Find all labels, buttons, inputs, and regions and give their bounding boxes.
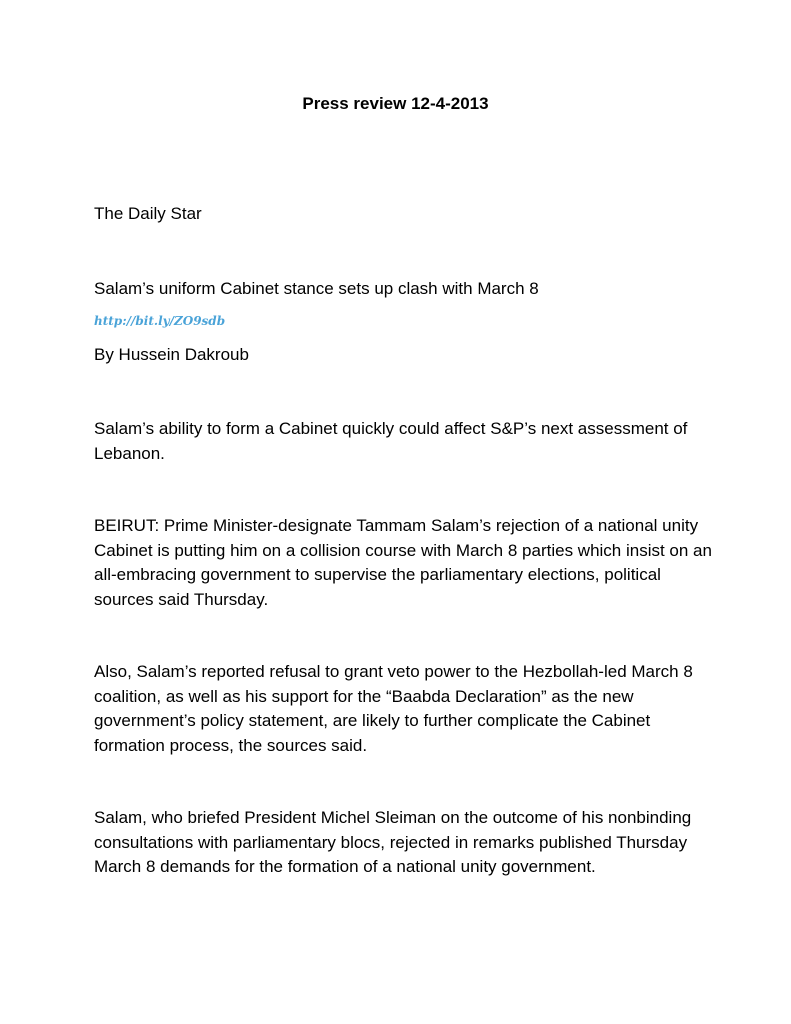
article-paragraph: BEIRUT: Prime Minister-designate Tammam Salam’s rejection of a national unity Cabinet is putting him on a collision course with March 8 parties which insist on an all-embracing government to supervise the parliamentary elections, political sources said Thursday. — [94, 516, 712, 609]
article-headline: Salam’s uniform Cabinet stance sets up clash with March 8 — [94, 279, 539, 298]
article-paragraph: Salam, who briefed President Michel Sleiman on the outcome of his nonbinding consultations with parliamentary blocs, rejected in remarks published Thursday March 8 demands for the formation of a national unity government. — [94, 808, 692, 876]
article-link[interactable]: http://bit.ly/ZO9sdb — [94, 314, 226, 328]
page-title: Press review 12-4-2013 — [302, 94, 489, 113]
newspaper-name: The Daily Star — [94, 204, 202, 223]
article-subheadline: Salam’s ability to form a Cabinet quickly could affect S&P’s next assessment of Lebanon. — [94, 419, 688, 463]
article-byline: By Hussein Dakroub — [94, 345, 249, 364]
article-paragraph: Also, Salam’s reported refusal to grant veto power to the Hezbollah-led March 8 coalition, as well as his support for the “Baabda Declaration” as the new government’s policy statement, are likely to further complicate the Cabinet formation process, the sources said. — [94, 662, 693, 755]
